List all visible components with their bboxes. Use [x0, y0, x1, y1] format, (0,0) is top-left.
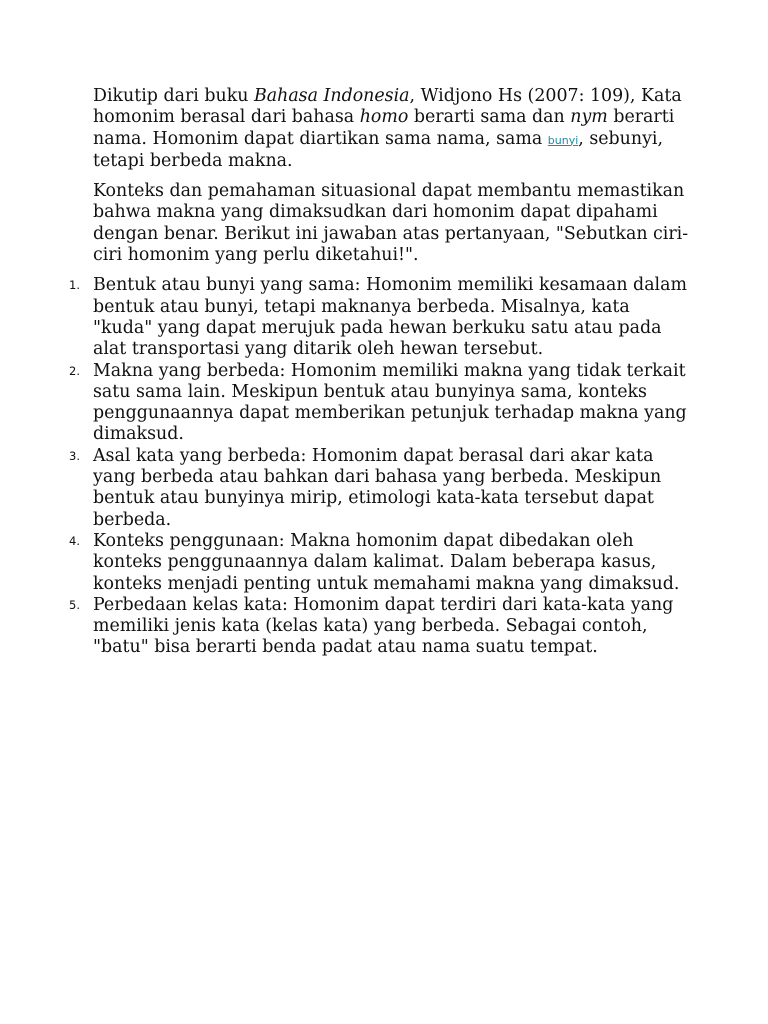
list-item-text: Perbedaan kelas kata: Homonim dapat terdiri dari kata-kata yang memiliki jenis kata (kelas kata) yang berbeda. Sebagai contoh, "batu" bisa berarti benda padat atau nama suatu tempat.: [93, 594, 674, 658]
characteristics-list: [69, 275, 693, 658]
intro-paragraph: [93, 86, 693, 172]
intro-text-b: , Widjono Hs (2007: 109), Kata homonim berasal dari bahasa: [93, 86, 682, 128]
intro-text-d: berarti nama. Homonim dapat diartikan sama nama, sama: [93, 107, 675, 149]
list-number: 5.: [69, 597, 80, 612]
list-number: 2.: [69, 363, 80, 378]
term-nym: nym: [570, 107, 608, 128]
list-number: 1.: [69, 278, 80, 293]
term-homo: homo: [359, 107, 409, 128]
list-item: [69, 530, 693, 595]
list-number: 4.: [69, 533, 80, 548]
intro-text-c: berarti sama dan: [408, 107, 571, 128]
list-item-text: Asal kata yang berbeda: Homonim dapat berasal dari akar kata yang berbeda atau bahkan dari bahasa yang berbeda. Meskipun bentuk atau bunyinya mirip, etimologi kata-kata tersebut dapat berbeda.: [93, 445, 662, 530]
list-item-text: Bentuk atau bunyi yang sama: Homonim memiliki kesamaan dalam bentuk atau bunyi, tetapi maknanya berbeda. Misalnya, kata "kuda" yang dapat merujuk pada hewan berkuku satu atau pada alat transportasi yang ditarik oleh hewan tersebut.: [93, 275, 687, 360]
list-item: [69, 594, 693, 659]
bunyi-link[interactable]: bunyi: [547, 133, 579, 147]
intro-text-e: , sebunyi, tetapi berbeda makna.: [93, 128, 664, 171]
list-item: [69, 445, 693, 531]
list-item-text: Konteks penggunaan: Makna homonim dapat dibedakan oleh konteks penggunaannya dalam kalimat. Dalam beberapa kasus, konteks menjadi penting untuk memahami makna yang dimaksud.: [93, 530, 680, 594]
book-title: Bahasa Indonesia: [253, 86, 410, 106]
list-item: [69, 360, 693, 446]
context-paragraph: Konteks dan pemahaman situasional dapat membantu memastikan bahwa makna yang dimaksudkan dari homonim dapat dipahami dengan benar. Berikut ini jawaban atas pertanyaan, "Sebutkan ciri-ciri homonim yang perlu diketahui!".: [93, 181, 689, 266]
list-number: 3.: [69, 448, 80, 463]
intro-text-a: Dikutip dari buku: [93, 86, 254, 106]
document-page: [69, 86, 693, 659]
list-item: [69, 275, 693, 360]
list-item-text: Makna yang berbeda: Homonim memiliki makna yang tidak terkait satu sama lain. Meskipun bentuk atau bunyinya sama, konteks penggunaannya dapat memberikan petunjuk terhadap makna yang dimaksud.: [93, 360, 687, 445]
